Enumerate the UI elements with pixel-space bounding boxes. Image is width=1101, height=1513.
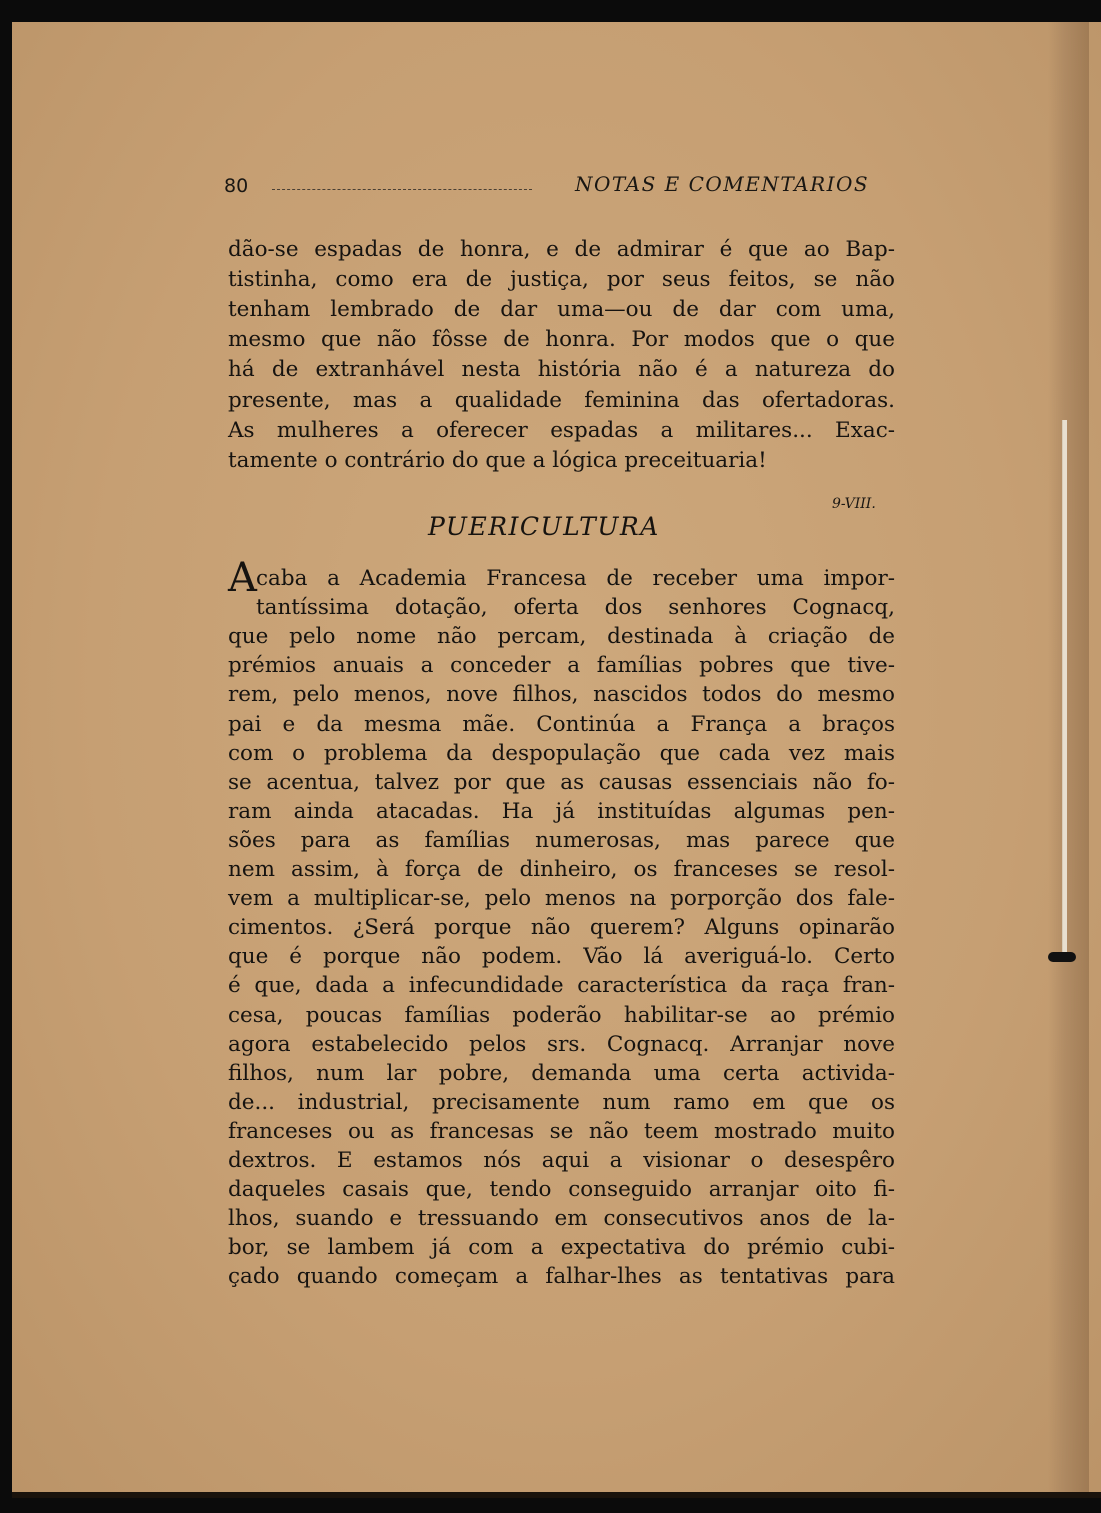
text-line: nem assim, à força de dinheiro, os franceses se resol- [228,857,895,882]
text-line: há de extranhável nesta história não é a natureza do [228,357,895,383]
text-line: mesmo que não fôsse de honra. Por modos que o que [228,327,895,353]
text-line: filhos, num lar pobre, demanda uma certa activida- [228,1060,895,1086]
text-line: cesa, poucas famílias poderão habilitar-se ao prémio [228,1002,895,1028]
text-line: de... industrial, precisamente num ramo em que os [228,1089,895,1115]
text-line: tamente o contrário do que a lógica preceituaria! [228,447,767,473]
page-number: 80 [224,175,249,197]
text-line: daqueles casais que, tendo conseguido arranjar oito fi- [228,1177,895,1203]
running-title: NOTAS E COMENTARIOS [575,172,870,196]
text-line: caba a Academia Francesa de receber uma impor- [256,566,895,591]
text-line: com o problema da despopulação que cada vez mais [228,740,895,766]
text-line: sões para as famílias numerosas, mas parece que [228,827,895,853]
text-line: que é porque não podem. Vão lá averiguá-lo. Certo [228,944,895,970]
text-line: agora estabelecido pelos srs. Cognacq. Arranjar nove [228,1031,895,1057]
text-line: prémios anuais a conceder a famílias pobres que tive- [228,653,895,679]
text-line: pai e da mesma mãe. Continúa a França a braços [228,711,895,737]
text-line: As mulheres a oferecer espadas a militares... Exac- [228,417,895,443]
section-title: PUERICULTURA [428,512,660,541]
text-line: é que, dada a infecundidade característica da raça fran- [228,973,895,999]
text-line: cimentos. ¿Será porque não querem? Alguns opinarão [228,915,895,941]
text-line: rem, pelo menos, nove filhos, nascidos todos do mesmo [228,682,895,708]
text-line: franceses ou as francesas se não teem mostrado muito [228,1118,895,1144]
date-mark: 9-VIII. [832,496,876,512]
text-line: bor, se lambem já com a expectativa do prémio cubi- [228,1235,895,1261]
header-rule [272,189,532,190]
text-line: vem a multiplicar-se, pelo menos na porporção dos fale- [228,886,895,912]
text-line: dão-se espadas de honra, e de admirar é que ao Bap- [228,237,895,262]
text-line: tantíssima dotação, oferta dos senhores Cognacq, [256,595,895,621]
binding-knot [1048,952,1076,962]
binding-thread [1062,420,1067,960]
text-line: çado quando começam a falhar-lhes as tentativas para [228,1264,895,1290]
text-line: que pelo nome não percam, destinada à criação de [228,624,895,650]
page-spine-shadow [1048,22,1089,1492]
drop-cap: A [228,555,257,601]
text-line: lhos, suando e tressuando em consecutivos anos de la- [228,1206,895,1232]
text-line: presente, mas a qualidade feminina das ofertadoras. [228,387,895,413]
text-line: dextros. E estamos nós aqui a visionar o desespêro [228,1148,895,1173]
text-line: tenham lembrado de dar uma—ou de dar com uma, [228,297,895,323]
text-line: ram ainda atacadas. Ha já instituídas algumas pen- [228,798,895,824]
text-line: tistinha, como era de justiça, por seus feitos, se não [228,267,895,293]
text-line: se acentua, talvez por que as causas essenciais não fo- [228,769,895,795]
